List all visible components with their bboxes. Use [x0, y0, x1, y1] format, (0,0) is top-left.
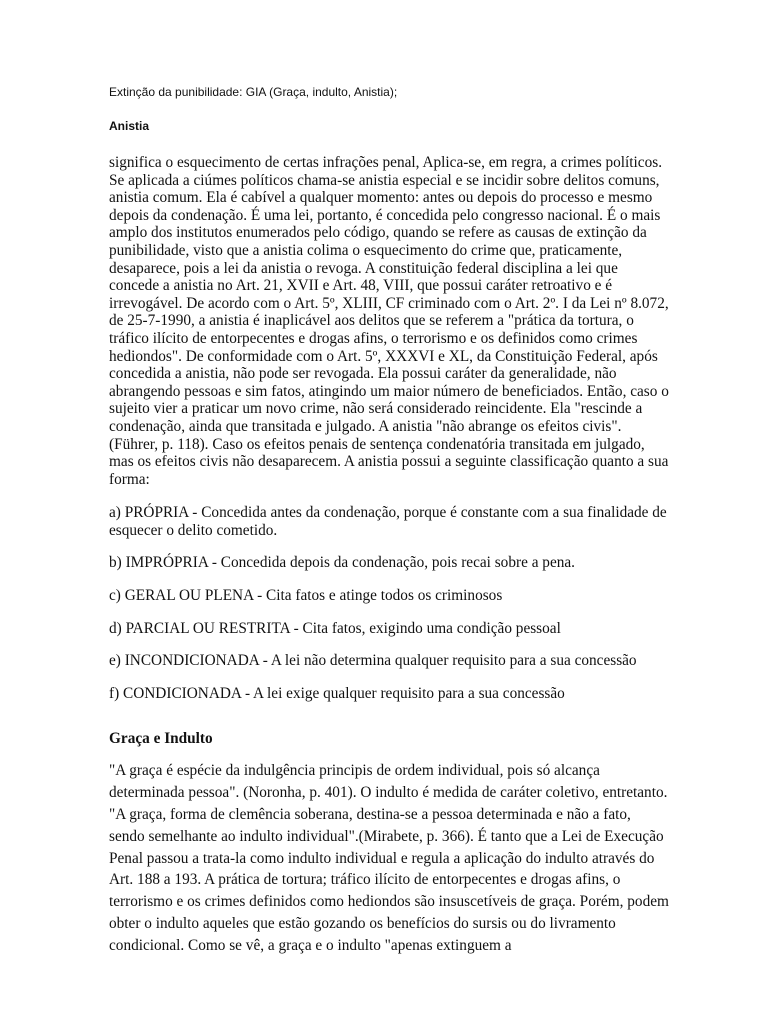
- classification-item-c: c) GERAL OU PLENA - Cita fatos e atinge todos os criminosos: [109, 587, 503, 605]
- classification-item-f: f) CONDICIONADA - A lei exige qualquer requisito para a sua concessão: [109, 684, 565, 702]
- anistia-heading: Anistia: [109, 119, 150, 133]
- classification-item-e: e) INCONDICIONADA - A lei não determina qualquer requisito para a sua concessão: [109, 652, 637, 670]
- anistia-paragraph: significa o esquecimento de certas infrações penal, Aplica-se, em regra, a crimes políticos. Se aplicada a ciúmes políticos chama-se anistia especial e se incidir sobre delitos comuns, anistia comum. Ela é cabível a qualquer momento: antes ou depois do processo e mesmo depois da condenação. É uma lei, portanto, é concedida pelo congresso nacional. É o mais amplo dos institutos enumerados pelo código, quando se refere as causas de extinção da punibilidade, visto que a anistia colima o esquecimento do crime que, praticamente, desaparece, pois a lei da anistia o revoga. A constituição federal disciplina a lei que concede a anistia no Art. 21, XVII e Art. 48, VIII, que possui caráter retroativo e é irrevogável. De acordo com o Art. 5º, XLIII, CF criminado com o Art. 2º. I da Lei nº 8.072, de 25-7-1990, a anistia é inaplicável aos delitos que se referem a "prática da tortura, o tráfico ilícito de entorpecentes e drogas afins, o terrorismo e os definidos como crimes hediondos". De conformidade com o Art. 5º, XXXVI e XL, da Constituição Federal, após concedida a anistia, não pode ser revogada. Ela possui caráter da generalidade, não abrangendo pessoas e sim fatos, atingindo um maior número de beneficiados. Então, caso o sujeito vier a praticar um novo crime, não será considerado reincidente. Ela "rescinde a condenação, ainda que transitada e julgado. A anistia "não abrange os efeitos civis". (Führer, p. 118). Caso os efeitos penais de sentença condenatória transitada em julgado, mas os efeitos civis não desaparecem. A anistia possui a seguinte classificação quanto a sua forma:: [109, 154, 669, 488]
- graca-indulto-heading: Graça e Indulto: [109, 730, 213, 748]
- classification-item-a: a) PRÓPRIA - Concedida antes da condenação, porque é constante com a sua finalidade de esquecer o delito cometido.: [109, 504, 667, 539]
- document-page: [109, 84, 669, 957]
- document-title: Extinção da punibilidade: GIA (Graça, indulto, Anistia);: [109, 85, 398, 99]
- classification-item-b: b) IMPRÓPRIA - Concedida depois da condenação, pois recai sobre a pena.: [109, 554, 576, 572]
- graca-indulto-paragraph: "A graça é espécie da indulgência principis de ordem individual, pois só alcança determinada pessoa". (Noronha, p. 401). O indulto é medida de caráter coletivo, entretanto. "A graça, forma de clemência soberana, destina-se a pessoa determinada e não a fato, sendo semelhante ao indulto individual".(Mirabete, p. 366). É tanto que a Lei de Execução Penal passou a trata-la como indulto individual e regula a aplicação do indulto através do Art. 188 a 193. A prática de tortura; tráfico ilícito de entorpecentes e drogas afins, o terrorismo e os crimes definidos como hediondos são insuscetíveis de graça. Porém, podem obter o indulto aqueles que estão gozando os benefícios do sursis ou do livramento condicional. Como se vê, a graça e o indulto "apenas extinguem a: [109, 762, 669, 954]
- classification-item-d: d) PARCIAL OU RESTRITA - Cita fatos, exigindo uma condição pessoal: [109, 619, 561, 637]
